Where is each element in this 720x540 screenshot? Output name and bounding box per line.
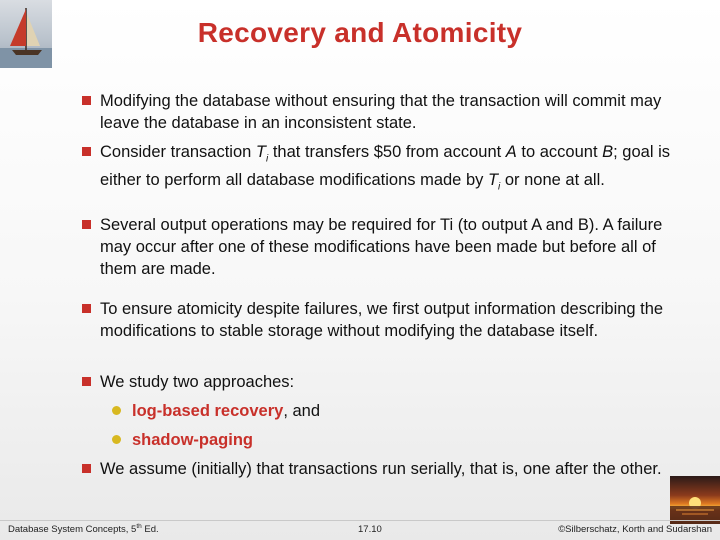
sub-bullet-text: log-based recovery, and [132,402,321,420]
square-bullet-icon [82,377,91,386]
sub-bullet-text: shadow-paging [132,431,253,449]
bullet-item [82,299,682,343]
round-bullet-icon [112,406,121,415]
sub-bullet-item [112,401,320,423]
bullet-item [82,372,294,394]
square-bullet-icon [82,304,91,313]
footer-left: Database System Concepts, 5th Ed. [8,522,159,535]
square-bullet-icon [82,464,91,473]
bullet-item [82,459,662,481]
round-bullet-icon [112,435,121,444]
bullet-text: We study two approaches: [100,373,295,391]
bullet-item [82,91,682,135]
sub-bullet-item [112,430,253,452]
bullet-item [82,142,682,198]
square-bullet-icon [82,220,91,229]
square-bullet-icon [82,96,91,105]
square-bullet-icon [82,147,91,156]
bullet-text: Modifying the database without ensuring that the transaction will commit may leave the database in an inconsistent state. [100,92,662,132]
bullet-text: Consider transaction $T_i$ that transfers $50 from account A to account B; goal is either to perform all database modifications made by $T_i$ or none at all. [100,143,671,193]
slide-title: Recovery and Atomicity [197,17,523,48]
bullet-text: To ensure atomicity despite failures, we first output information describing the modifications to stable storage without modifying the database itself. [100,300,664,340]
sunset-image [670,476,720,524]
bullet-text: Several output operations may be required for Ti (to output A and B). A failure may occur after one of these modifications have been made but before all of them are made. [100,216,663,278]
bullet-item [82,215,682,280]
footer-page-number: 17.10 [358,524,382,535]
bullet-text: We assume (initially) that transactions run serially, that is, one after the other. [100,460,662,478]
footer-copyright: ©Silberschatz, Korth and Sudarshan [558,524,712,535]
footer-rule [0,520,720,521]
